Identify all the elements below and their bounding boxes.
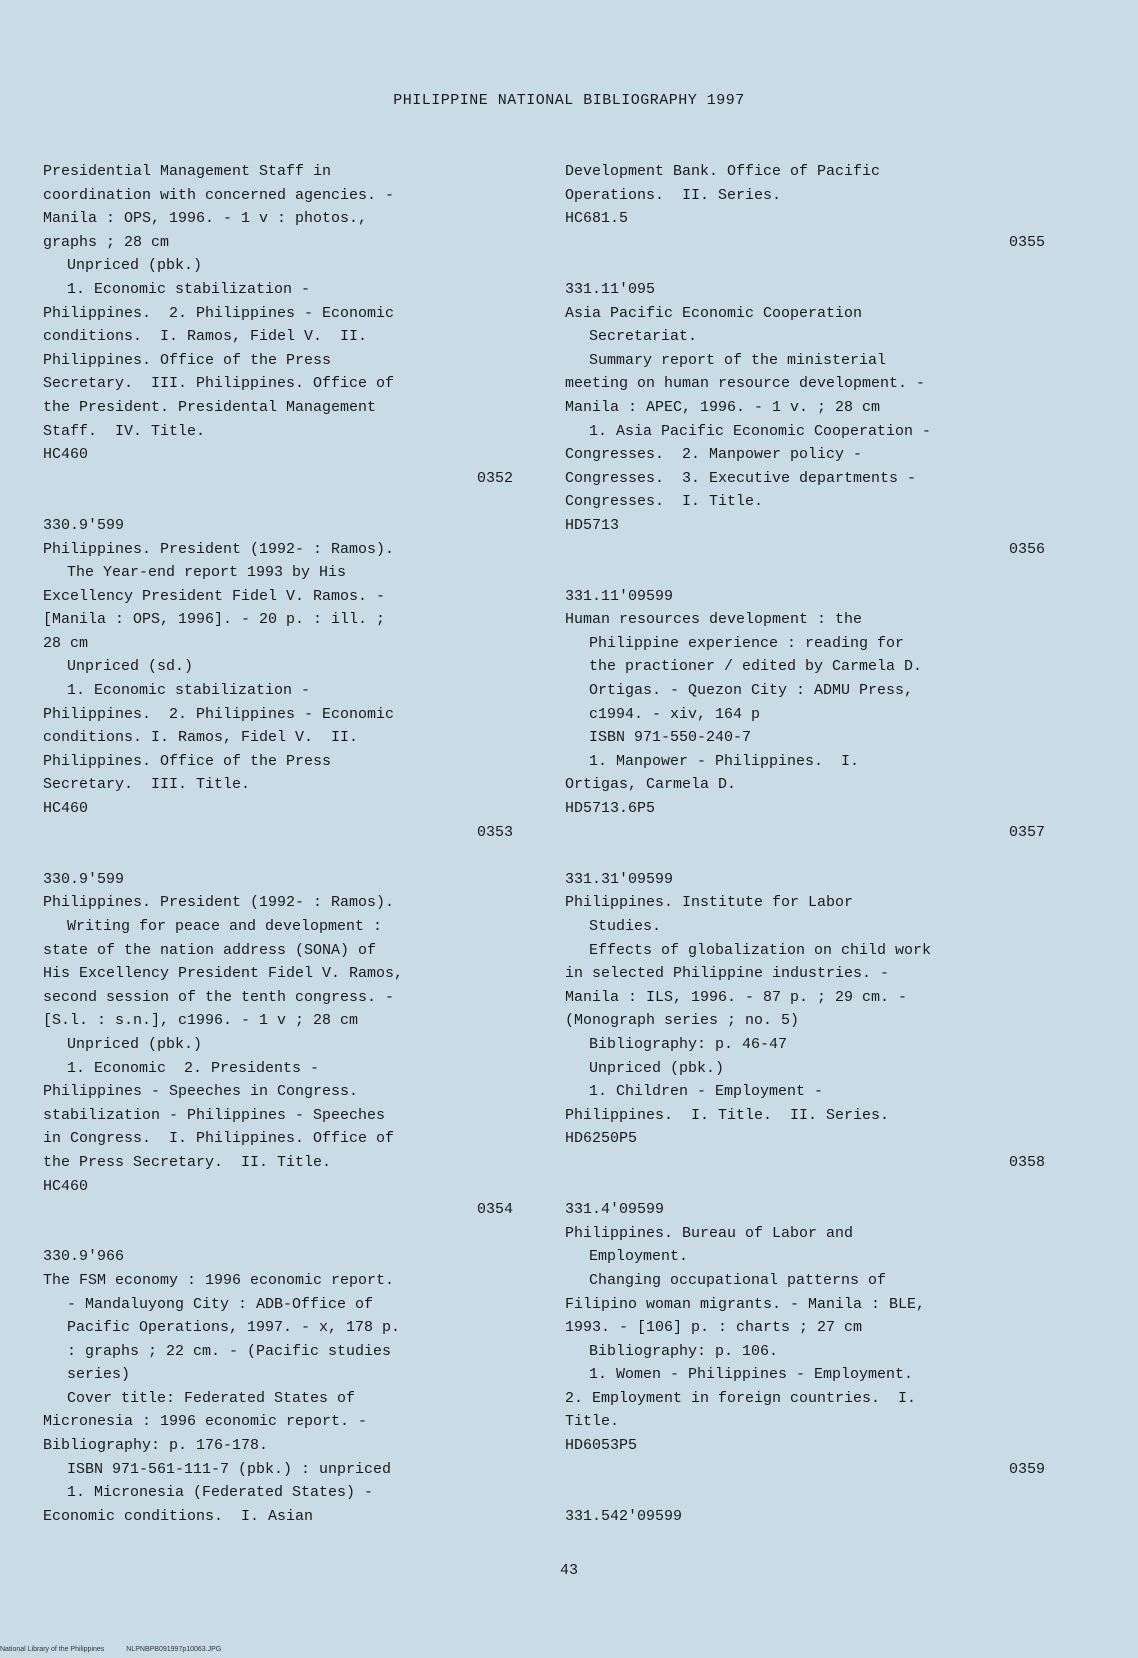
- entry-line: Changing occupational patterns of: [589, 1271, 887, 1289]
- entry-line: Philippines. President (1992- : Ramos).: [43, 540, 395, 558]
- entry-line: Congresses. 2. Manpower policy -: [565, 446, 863, 464]
- entry-line: the President. Presidental Management: [43, 398, 377, 416]
- entry-line: 1. Economic stabilization -: [67, 682, 311, 700]
- entry-line: Philippines. Bureau of Labor and: [565, 1224, 854, 1242]
- entry-line: Cover title: Federated States of: [67, 1389, 356, 1407]
- bibliography-entry-0356: [565, 278, 1045, 561]
- entry-number: 0355: [1008, 233, 1045, 251]
- entry-line: 1. Economic 2. Presidents -: [67, 1059, 320, 1077]
- entry-number: 0357: [1008, 823, 1045, 841]
- entry-line: Manila : APEC, 1996. - 1 v. ; 28 cm: [565, 398, 881, 416]
- entry-line: Studies.: [589, 918, 662, 935]
- entry-line: graphs ; 28 cm: [43, 233, 170, 251]
- entry-line: Philippines. I. Title. II. Series.: [565, 1106, 890, 1124]
- bibliography-entry-0355-end: [565, 160, 1045, 254]
- entry-line: 1. Women - Philippines - Employment.: [589, 1366, 914, 1384]
- entry-line: Operations. II. Series.: [565, 186, 782, 204]
- entry-line: in Congress. I. Philippines. Office of: [43, 1130, 395, 1148]
- classification-number: 331.11'09599: [565, 587, 674, 605]
- bibliography-entry-0355-start: [43, 1245, 513, 1528]
- entry-line: Philippines. Office of the Press: [43, 752, 332, 770]
- entry-line: Employment.: [589, 1248, 689, 1266]
- entry-line: Unpriced (sd.): [67, 658, 194, 676]
- entry-line: Unpriced (pbk.): [67, 257, 203, 275]
- entry-line: Title.: [565, 1413, 620, 1431]
- entry-line: Secretary. III. Philippines. Office of: [43, 375, 395, 393]
- entry-line: [Manila : OPS, 1996]. - 20 p. : ill. ;: [43, 611, 386, 629]
- entry-line: series): [67, 1366, 131, 1384]
- entry-line: (Monograph series ; no. 5): [565, 1012, 800, 1030]
- bibliography-entry-0353: [43, 514, 513, 844]
- entry-line: the Press Secretary. II. Title.: [43, 1153, 332, 1171]
- entry-line: Manila : OPS, 1996. - 1 v : photos.,: [43, 210, 368, 228]
- bibliography-entry-next: [565, 1505, 1045, 1529]
- entry-line: ISBN 971-550-240-7: [589, 729, 752, 747]
- entry-line: 1993. - [106] p. : charts ; 27 cm: [565, 1319, 863, 1337]
- entry-line: 2. Employment in foreign countries. I.: [565, 1389, 917, 1407]
- entry-line: Micronesia : 1996 economic report. -: [43, 1413, 368, 1431]
- entry-line: Excellency President Fidel V. Ramos. -: [43, 587, 386, 605]
- entry-line: Staff. IV. Title.: [43, 422, 206, 440]
- bibliography-entry-0352: [43, 160, 513, 490]
- call-number: HD5713: [565, 516, 620, 534]
- entry-line: Philippines. Office of the Press: [43, 351, 332, 369]
- entry-line: 28 cm: [43, 634, 89, 652]
- entry-line: Summary report of the ministerial: [589, 351, 887, 369]
- entry-line: Philippines - Speeches in Congress.: [43, 1083, 359, 1101]
- call-number: HC460: [43, 1177, 89, 1195]
- classification-number: 331.11'095: [565, 280, 656, 298]
- left-column: [43, 160, 513, 1528]
- right-column: [565, 160, 1045, 1528]
- entry-line: Filipino woman migrants. - Manila : BLE,: [565, 1295, 926, 1313]
- page-header: PHILIPPINE NATIONAL BIBLIOGRAPHY 1997: [393, 92, 745, 109]
- call-number: HC681.5: [565, 210, 629, 228]
- entry-line: Philippines. 2. Philippines - Economic: [43, 304, 395, 322]
- entry-line: in selected Philippine industries. -: [565, 965, 890, 983]
- entry-line: - Mandaluyong City : ADB-Office of: [67, 1295, 374, 1313]
- entry-number: 0354: [476, 1201, 513, 1219]
- entry-line: Pacific Operations, 1997. - x, 178 p.: [67, 1319, 401, 1337]
- classification-number: 330.9'599: [43, 870, 125, 888]
- page-number: 43: [559, 1562, 578, 1579]
- bibliography-entry-0358: [565, 868, 1045, 1175]
- classification-number: 330.9'966: [43, 1248, 125, 1266]
- entry-line: Effects of globalization on child work: [589, 941, 932, 959]
- bibliography-entry-0354: [43, 868, 513, 1222]
- entry-line: Unpriced (pbk.): [589, 1059, 725, 1077]
- classification-number: 331.4'09599: [565, 1201, 665, 1219]
- entry-line: 1. Children - Employment -: [589, 1083, 824, 1101]
- entry-line: Asia Pacific Economic Cooperation: [565, 304, 863, 322]
- entry-number: 0353: [476, 823, 513, 841]
- entry-line: meeting on human resource development. -: [565, 375, 926, 393]
- call-number: HD6250P5: [565, 1130, 638, 1148]
- entry-line: conditions. I. Ramos, Fidel V. II.: [43, 328, 368, 346]
- entry-line: Bibliography: p. 176-178.: [43, 1437, 269, 1455]
- entry-line: Manila : ILS, 1996. - 87 p. ; 29 cm. -: [565, 988, 908, 1006]
- entry-line: coordination with concerned agencies. -: [43, 186, 395, 204]
- entry-number: 0358: [1008, 1153, 1045, 1171]
- entry-line: Economic conditions. I. Asian: [43, 1507, 314, 1525]
- bibliography-entry-0359: [565, 1198, 1045, 1481]
- entry-line: Philippines. 2. Philippines - Economic: [43, 705, 395, 723]
- footer-file: NLPNBPB091997p10063.JPG: [126, 1646, 222, 1653]
- entry-line: Congresses. 3. Executive departments -: [565, 469, 917, 487]
- entry-line: 1. Manpower - Philippines. I.: [589, 752, 860, 770]
- entry-line: Congresses. I. Title.: [565, 493, 764, 511]
- entry-line: 1. Economic stabilization -: [67, 280, 311, 298]
- entry-line: Secretary. III. Title.: [43, 776, 251, 794]
- classification-number: 330.9'599: [43, 516, 125, 534]
- entry-line: Human resources development : the: [565, 611, 863, 629]
- entry-line: ISBN 971-561-111-7 (pbk.) : unpriced: [67, 1460, 392, 1478]
- entry-line: stabilization - Philippines - Speeches: [43, 1106, 386, 1124]
- entry-line: Ortigas. - Quezon City : ADMU Press,: [589, 682, 914, 700]
- entry-line: The FSM economy : 1996 economic report.: [43, 1271, 395, 1289]
- entry-line: state of the nation address (SONA) of: [43, 941, 377, 959]
- entry-line: The Year-end report 1993 by His: [67, 564, 347, 582]
- entry-line: Secretariat.: [589, 328, 698, 346]
- entry-line: Presidential Management Staff in: [43, 163, 332, 180]
- entry-line: the practioner / edited by Carmela D.: [589, 658, 923, 676]
- entry-line: 1. Asia Pacific Economic Cooperation -: [589, 422, 932, 440]
- entry-line: Unpriced (pbk.): [67, 1035, 203, 1053]
- entry-line: c1994. - xiv, 164 p: [589, 705, 761, 723]
- entry-line: Philippines. Institute for Labor: [565, 894, 854, 912]
- call-number: HC460: [43, 800, 89, 818]
- entry-line: Ortigas, Carmela D.: [565, 776, 737, 794]
- entry-line: conditions. I. Ramos, Fidel V. II.: [43, 729, 359, 747]
- entry-line: Bibliography: p. 106.: [589, 1342, 779, 1360]
- entry-line: Writing for peace and development :: [67, 918, 383, 935]
- entry-line: Philippine experience : reading for: [589, 634, 905, 652]
- entry-line: Development Bank. Office of Pacific: [565, 163, 881, 180]
- entry-line: Philippines. President (1992- : Ramos).: [43, 894, 395, 912]
- entry-line: : graphs ; 22 cm. - (Pacific studies: [67, 1342, 392, 1360]
- entry-line: [S.l. : s.n.], c1996. - 1 v ; 28 cm: [43, 1012, 359, 1030]
- entry-line: Bibliography: p. 46-47: [589, 1035, 788, 1053]
- classification-number: 331.31'09599: [565, 870, 674, 888]
- entry-number: 0359: [1008, 1460, 1045, 1478]
- bibliography-entry-0357: [565, 585, 1045, 845]
- scan-footer: [0, 1646, 243, 1653]
- entry-number: 0356: [1008, 540, 1045, 558]
- entry-number: 0352: [476, 469, 513, 487]
- call-number: HD5713.6P5: [565, 800, 656, 818]
- footer-library: National Library of the Philippines: [0, 1646, 105, 1653]
- entry-line: His Excellency President Fidel V. Ramos,: [43, 965, 404, 983]
- entry-line: second session of the tenth congress. -: [43, 988, 395, 1006]
- call-number: HD6053P5: [565, 1437, 638, 1455]
- classification-number: 331.542'09599: [565, 1507, 683, 1525]
- call-number: HC460: [43, 446, 89, 464]
- entry-line: 1. Micronesia (Federated States) -: [67, 1484, 374, 1502]
